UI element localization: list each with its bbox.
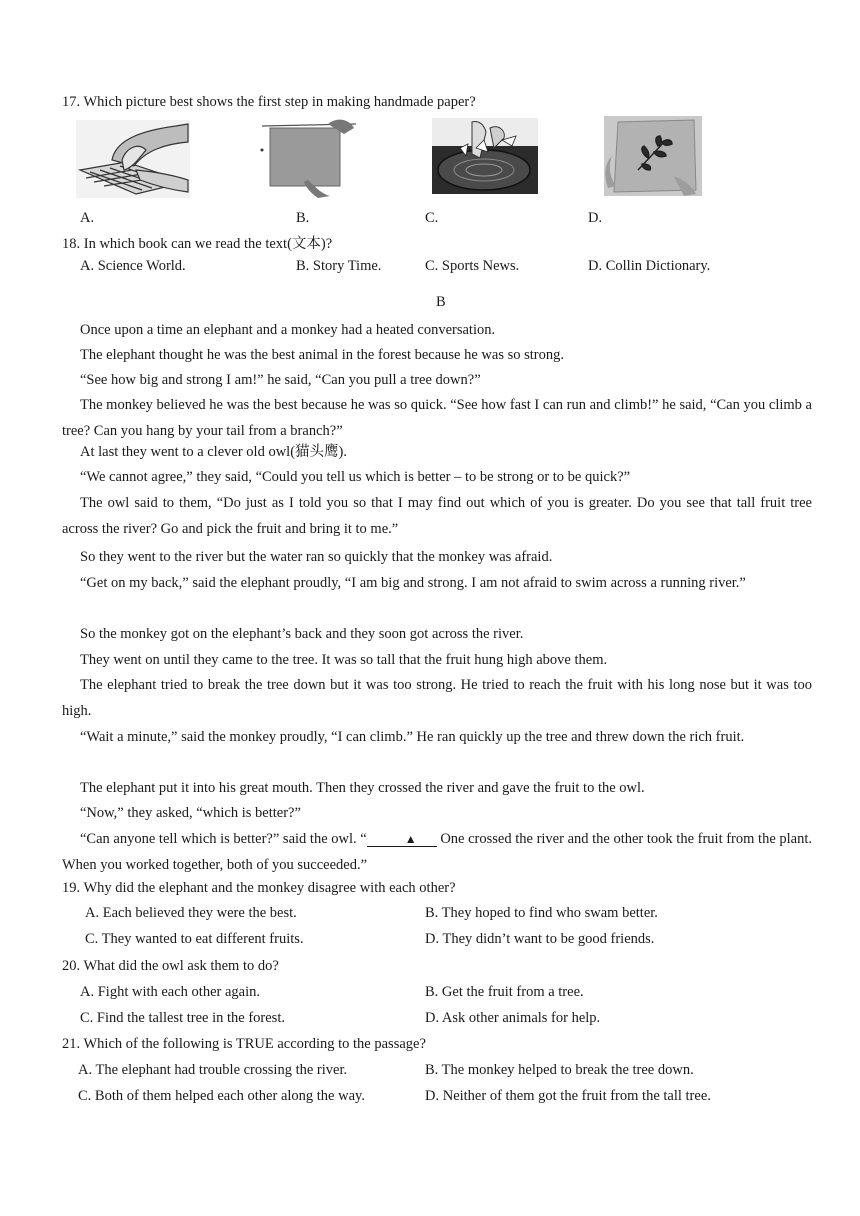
passage-paragraph-7: The owl said to them, “Do just as I told you so that I may find out which of you is greater. Do you see that tall fruit tree across the river? Go and pick the fruit and bring it to me.” — [62, 495, 812, 537]
passage-paragraph-2: The elephant thought he was the best animal in the forest because he was so strong. — [80, 347, 565, 363]
q19-option-c[interactable]: C. They wanted to eat different fruits. — [85, 931, 304, 947]
passage-paragraph-16-end: One crossed the river and the other took the fruit from the plant. When you worked together, both of you succeeded.” — [62, 831, 812, 873]
q17-label-d[interactable]: D. — [588, 210, 603, 226]
q17-stem: 17. Which picture best shows the first step in making handmade paper? — [62, 94, 476, 110]
q18-option-a[interactable]: A. Science World. — [80, 258, 186, 274]
q17-picture-a — [76, 120, 190, 198]
q17-label-c[interactable]: C. — [425, 210, 439, 226]
q21-option-d[interactable]: D. Neither of them got the fruit from the tall tree. — [425, 1088, 711, 1104]
q17-label-b[interactable]: B. — [296, 210, 310, 226]
q17-label-a[interactable]: A. — [80, 210, 95, 226]
q20-option-d[interactable]: D. Ask other animals for help. — [425, 1010, 601, 1026]
q18-option-b[interactable]: B. Story Time. — [296, 258, 382, 274]
q20-stem: 20. What did the owl ask them to do? — [62, 958, 279, 974]
q20-option-a[interactable]: A. Fight with each other again. — [80, 984, 260, 1000]
q17-picture-c — [432, 118, 538, 194]
passage-paragraph-11: They went on until they came to the tree. It was so tall that the fruit hung high above them. — [80, 652, 608, 668]
q18-option-c[interactable]: C. Sports News. — [425, 258, 520, 274]
passage-paragraph-13: “Wait a minute,” said the monkey proudly, “I can climb.” He ran quickly up the tree and threw down the rich fruit. — [80, 729, 745, 745]
q18-stem: 18. In which book can we read the text(文本)? — [62, 236, 333, 252]
passage-paragraph-10: So the monkey got on the elephant’s back and they soon got across the river. — [80, 626, 524, 642]
q20-option-b[interactable]: B. Get the fruit from a tree. — [425, 984, 584, 1000]
passage-paragraph-12: The elephant tried to break the tree down but it was too strong. He tried to reach the fruit with his long nose but it was too high. — [62, 677, 812, 719]
answer-blank[interactable]: ▲ — [367, 832, 437, 847]
q20-option-c[interactable]: C. Find the tallest tree in the forest. — [80, 1010, 285, 1026]
q19-option-b[interactable]: B. They hoped to find who swam better. — [425, 905, 658, 921]
q18-option-d[interactable]: D. Collin Dictionary. — [588, 258, 711, 274]
q21-option-b[interactable]: B. The monkey helped to break the tree down. — [425, 1062, 694, 1078]
q19-stem: 19. Why did the elephant and the monkey disagree with each other? — [62, 880, 456, 896]
q19-option-a[interactable]: A. Each believed they were the best. — [85, 905, 297, 921]
q17-picture-b — [258, 118, 358, 198]
passage-paragraph-3: “See how big and strong I am!” he said, “Can you pull a tree down?” — [80, 372, 481, 388]
passage-paragraph-16-start: “Can anyone tell which is better?” said the owl. “ — [80, 831, 367, 847]
passage-paragraph-4: The monkey believed he was the best because he was so quick. “See how fast I can run and climb!” he said, “Can you climb a tree? Can you hang by your tail from a branch?” — [62, 397, 812, 439]
passage-paragraph-8: So they went to the river but the water ran so quickly that the monkey was afraid. — [80, 549, 553, 565]
q21-option-c[interactable]: C. Both of them helped each other along the way. — [78, 1088, 365, 1104]
passage-paragraph-14: The elephant put it into his great mouth. Then they crossed the river and gave the fruit to the owl. — [80, 780, 645, 796]
passage-paragraph-9: “Get on my back,” said the elephant proudly, “I am big and strong. I am not afraid to swim across a running river.” — [80, 575, 746, 591]
passage-paragraph-15: “Now,” they asked, “which is better?” — [80, 805, 301, 821]
q17-picture-d — [604, 116, 702, 196]
passage-paragraph-5: At last they went to a clever old owl(猫头鹰). — [80, 444, 347, 460]
passage-paragraph-1: Once upon a time an elephant and a monkey had a heated conversation. — [80, 322, 496, 338]
q21-stem: 21. Which of the following is TRUE according to the passage? — [62, 1036, 426, 1052]
q19-option-d[interactable]: D. They didn’t want to be good friends. — [425, 931, 655, 947]
passage-paragraph-6: “We cannot agree,” they said, “Could you tell us which is better – to be strong or to be quick?” — [80, 469, 631, 485]
q21-option-a[interactable]: A. The elephant had trouble crossing the river. — [78, 1062, 348, 1078]
passage-paragraph-16 — [62, 827, 812, 878]
section-heading: B — [436, 294, 446, 310]
